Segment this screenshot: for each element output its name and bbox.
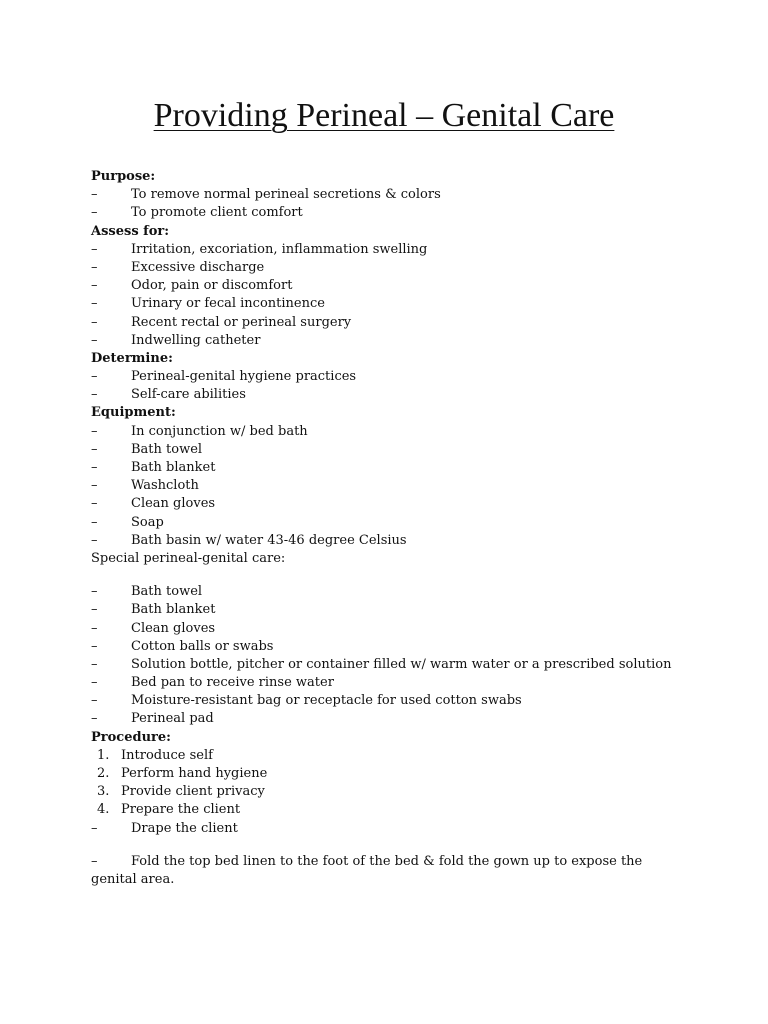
bullet-dash: –: [91, 693, 98, 709]
list-item: [91, 820, 691, 838]
list-item-text: Odor, pain or discomfort: [131, 278, 293, 294]
list-item-text: Fold the top bed linen to the foot of the bed & fold the gown up to expose the genital area.: [91, 853, 643, 887]
spacer: [91, 838, 691, 853]
list-item-text: In conjunction w/ bed bath: [131, 423, 308, 439]
list-item: [91, 620, 691, 638]
step-text: Provide client privacy: [121, 784, 265, 800]
bullet-dash: –: [91, 675, 98, 691]
bullet-dash: –: [91, 532, 98, 548]
list-item-text: Recent rectal or perineal surgery: [131, 314, 352, 330]
spacer: [91, 568, 691, 583]
list-item: [91, 295, 691, 313]
bullet-dash: –: [91, 296, 98, 312]
list-item-text: Clean gloves: [131, 620, 216, 636]
numbered-step: [91, 747, 691, 765]
bullet-dash: –: [91, 332, 98, 348]
bullet-dash: –: [91, 514, 98, 530]
list-item: [91, 186, 691, 204]
list-item-text: Perineal-genital hygiene practices: [131, 369, 357, 385]
step-text: Introduce self: [121, 747, 213, 763]
step-text: Prepare the client: [121, 802, 241, 818]
bullet-dash: –: [91, 820, 98, 836]
list-item-text: Bed pan to receive rinse water: [131, 675, 334, 691]
numbered-step: [91, 765, 691, 783]
bullet-dash: –: [91, 278, 98, 294]
list-item-wrapped: [91, 853, 681, 889]
list-item-text: Soap: [131, 514, 164, 530]
list-item: [91, 674, 691, 692]
list-item: [91, 241, 691, 259]
step-number: 4.: [97, 802, 110, 818]
list-item: [91, 459, 691, 477]
step-number: 2.: [97, 766, 110, 781]
list-item: [91, 277, 691, 295]
list-item: [91, 332, 691, 350]
bullet-dash: –: [91, 478, 98, 494]
step-text: Perform hand hygiene: [121, 766, 268, 781]
list-item-text: Cotton balls or swabs: [131, 638, 274, 654]
list-item: [91, 204, 691, 222]
bullet-dash: –: [91, 441, 98, 457]
list-item: [91, 532, 691, 550]
list-item: [91, 386, 691, 404]
bullet-dash: –: [91, 620, 98, 636]
page-title: Providing Perineal – Genital Care: [153, 97, 615, 134]
list-item: [91, 477, 691, 495]
list-item-text: Excessive discharge: [131, 259, 265, 275]
list-item-text: Drape the client: [131, 820, 238, 836]
bullet-dash: –: [91, 205, 98, 221]
list-item: [91, 514, 691, 532]
list-item-text: Irritation, excoriation, inflammation swelling: [131, 241, 428, 257]
list-item: [91, 583, 691, 601]
section-heading-procedure: Procedure:: [91, 729, 171, 745]
list-item-text: Clean gloves: [131, 496, 216, 512]
list-item-text: Moisture-resistant bag or receptacle for used cotton swabs: [131, 693, 522, 709]
bullet-dash: –: [91, 187, 98, 203]
list-item-text: Bath towel: [131, 441, 203, 457]
numbered-step: [91, 783, 691, 801]
document-body: [91, 168, 691, 889]
list-item: [91, 601, 691, 619]
bullet-dash: –: [91, 638, 98, 654]
list-item-text: To promote client comfort: [131, 205, 303, 221]
list-item: [91, 638, 691, 656]
list-item-text: Indwelling catheter: [131, 332, 261, 348]
list-item: [91, 368, 691, 386]
list-item-text: Bath towel: [131, 584, 203, 600]
bullet-dash: –: [91, 387, 98, 403]
bullet-dash: –: [91, 496, 98, 512]
list-item-text: Urinary or fecal incontinence: [131, 296, 325, 312]
list-item: [91, 692, 691, 710]
bullet-dash: –: [91, 241, 98, 257]
bullet-dash: –: [91, 423, 98, 439]
section-heading-equipment: Equipment:: [91, 405, 176, 421]
bullet-dash: –: [91, 711, 98, 727]
bullet-dash: –: [91, 369, 98, 385]
list-item-text: Washcloth: [131, 478, 199, 494]
list-item: [91, 441, 691, 459]
bullet-dash: –: [91, 584, 98, 600]
bullet-dash: –: [91, 460, 98, 475]
list-item-text: To remove normal perineal secretions & colors: [131, 187, 441, 203]
step-number: 1.: [97, 747, 110, 763]
step-number: 3.: [97, 784, 110, 800]
bullet-dash: –: [91, 656, 98, 672]
list-item-text: Perineal pad: [131, 711, 214, 727]
special-care-label: Special perineal-genital care:: [91, 550, 286, 566]
list-item-text: Bath basin w/ water 43-46 degree Celsius: [131, 532, 407, 548]
list-item-text: Bath blanket: [131, 602, 216, 618]
list-item: [91, 314, 691, 332]
list-item-text: Bath blanket: [131, 460, 216, 475]
list-item: [91, 423, 691, 441]
section-heading-purpose: Purpose:: [91, 169, 156, 184]
bullet-dash: –: [91, 259, 98, 275]
section-heading-determine: Determine:: [91, 350, 173, 366]
numbered-step: [91, 801, 691, 819]
list-item: [91, 259, 691, 277]
list-item: [91, 495, 691, 513]
list-item: [91, 710, 691, 728]
section-heading-assess: Assess for:: [91, 223, 170, 239]
list-item-text: Solution bottle, pitcher or container filled w/ warm water or a prescribed solution: [131, 656, 672, 672]
bullet-dash: –: [91, 853, 98, 869]
list-item-text: Self-care abilities: [131, 387, 246, 403]
list-item: [91, 656, 691, 674]
bullet-dash: –: [91, 602, 98, 618]
bullet-dash: –: [91, 314, 98, 330]
